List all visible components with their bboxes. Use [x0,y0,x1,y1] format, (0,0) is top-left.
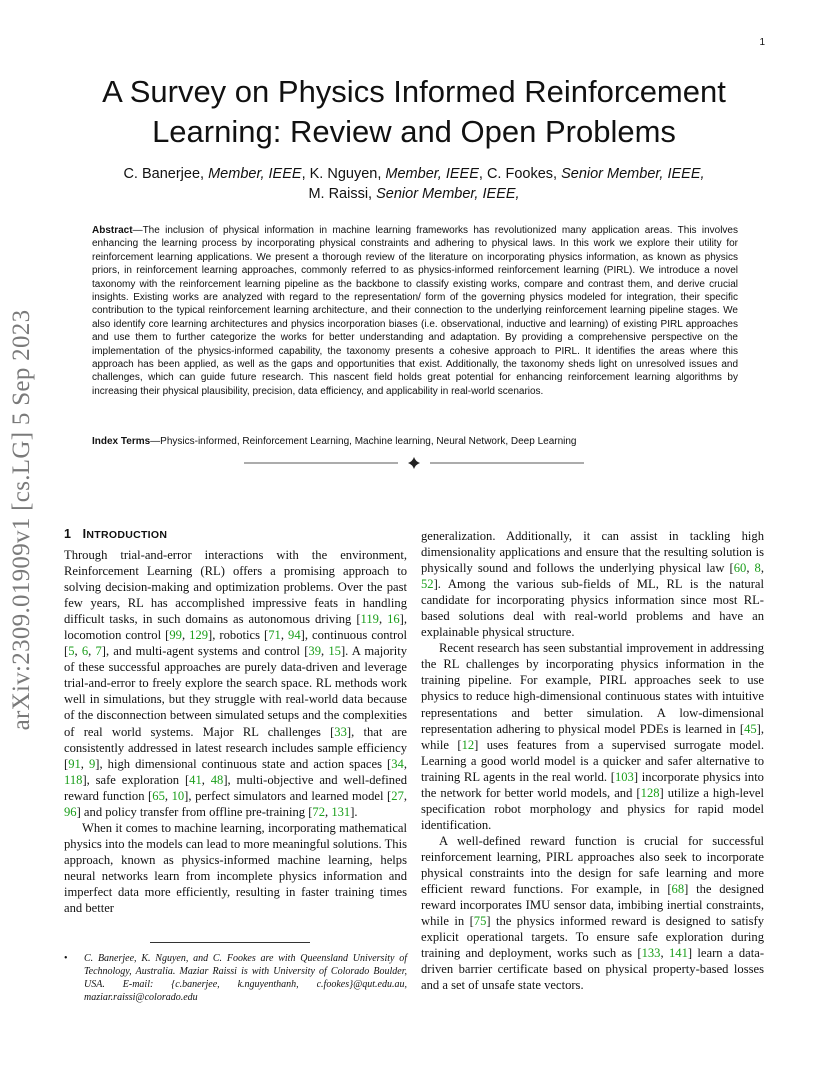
author-line-1 [60,164,768,184]
citation-link[interactable]: 141 [668,946,688,961]
citation-link[interactable]: 52 [421,577,434,592]
author-fookes: , C. Fookes, [478,166,562,182]
citation-link[interactable]: 34 [391,756,404,771]
citation-link[interactable]: 48 [210,772,224,787]
author-nguyen: , K. Nguyen, [301,166,386,182]
arxiv-stamp-text: arXiv:2309.01909v1 [cs.LG] 5 Sep 2023 [8,309,35,731]
citation-link[interactable]: 91 [68,756,81,771]
citation-link[interactable]: 133 [641,946,661,961]
citation-link[interactable]: 10 [171,788,185,803]
title-line-1: A Survey on Physics Informed Reinforcement [102,74,726,109]
citation-link[interactable]: 65 [152,788,165,803]
citation-link[interactable]: 12 [461,737,475,752]
paragraph: generalization. Additionally, it can assist in tackling high dimensionality applications and ensure that the resulting solution is physically sound and follows the underlying physical law [60, 8, 52]. Among the various sub-fields of ML, RL is the natural candidate for incorporating physics information since most RL-based solutions deal with real-world problems and have an explainable physical structure. [421,529,764,640]
author-role: Member, IEEE [385,166,479,182]
paragraph: Recent research has seen substantial improvement in addressing the RL challenges by incorporating physics information in the training pipeline. For example, PIRL approaches seek to use physics to reduce high-dimensional continuous states with intuitive representations and better simulation. A low-dimensional representation adhering to physical model PDEs is learned in [45], while [12] uses features from a supervised surrogate model. Learning a good world model is a quicker and safer alternative to training RL agents in the real world. [103] incorporate physics into the network for better world models, and [128] utilize a high-level specification robot morphology and physics for rapid model identification. [421,641,764,832]
citation-link[interactable]: 119 [360,612,379,627]
page-number: 1 [759,37,765,48]
citation-link[interactable]: 94 [288,628,301,643]
section-heading-introduction [64,527,167,541]
footnote [64,952,407,1004]
author-list [60,164,768,204]
citation-link[interactable]: 128 [640,785,660,800]
citation-link[interactable]: 68 [671,882,685,897]
citation-link[interactable]: 27 [391,788,404,803]
section-title-rest: NTRODUCTION [86,529,168,541]
footnote-text: C. Banerjee, K. Nguyen, and C. Fookes are with Queensland University of Technology, Australia. Maziar Raissi is with University of Colorado Boulder, USA. E-mail: {c.banerjee, k.nguyenthanh, c.fookes}@qut.edu.au, maziar.raissi@colorado.edu [84,953,407,1003]
citation-link[interactable]: 131 [331,804,351,819]
paragraph: A well-defined reward function is crucial for successful reinforcement learning, PIRL approaches also seek to incorporate physical constraints into the design for safe learning and more efficient reward functions. For example, in [68] the designed reward incorporates IMU sensor data, imbibing inertial constraints, while in [75] the physics informed reward is designed to satisfy explicit operational targets. To ensure safe exploration during training and deployment, works such as [133, 141] learn a data-driven barrier certificate based on physical property-based losses and a set of unsafe state vectors. [421,833,765,993]
citation-link[interactable]: 16 [387,612,400,627]
citation-link[interactable]: 39 [308,644,322,659]
abstract-text: —The inclusion of physical information in machine learning frameworks has revolutionized many application areas. This involves enhancing the learning process by incorporating physical constraints and adhering to physical laws. In this work we explore their utility for reinforcement learning applications. We present a thorough review of the literature on incorporating physics information, as known as physics priors, in reinforcement learning approaches, commonly referred to as physics-informed reinforcement learning (PIRL). We introduce a novel taxonomy with the reinforcement learning pipeline as the backbone to classify existing works, compare and contrast them, and derive crucial insights. Existing works are analyzed with regard to the representation/ form of the governing physics modeled for integration, their specific contribution to the typical reinforcement learning architecture, and their connection to the underlying reinforcement learning pipeline stages. We also identify core learning architectures and physics incorporation biases (i.e. observational, inductive and learning) of existing PIRL approaches and use them to further categorize the works for better understanding and adaptation. By providing a comprehensive perspective on the implementation of the physics-informed capability, the taxonomy presents a cohesive approach to PIRL. It identifies the areas where this approach has been applied, as well as the gaps and opportunities that exist. Additionally, the taxonomy sheds light on unresolved issues and challenges, which can guide future research. This nascent field holds great potential for enhancing reinforcement learning algorithms by increasing their physical plausibility, precision, data efficiency, and applicability in real-world scenarios. [92,225,738,397]
author-line-2 [60,184,768,204]
author-role: Senior Member, IEEE, [376,186,520,202]
title-line-2: Learning: Review and Open Problems [152,114,676,149]
left-column [64,547,407,916]
abstract-label: Abstract [92,225,133,236]
divider-ornament-icon [408,457,420,469]
citation-link[interactable]: 8 [754,561,761,576]
author-banerjee: C. Banerjee, [123,166,209,182]
paragraph: When it comes to machine learning, incorporating mathematical physics into the models can lead to more meaningful solutions. This approach, known as physics-informed machine learning, helps neural networks learn from incomplete physics information and imperfect data more efficiently, resulting in faster training times and better [64,820,407,916]
footnote-bullet: • [64,953,68,964]
citation-link[interactable]: 7 [95,644,102,659]
index-terms-text: —Physics-informed, Reinforcement Learning, Machine learning, Neural Network, Deep Learning [150,436,577,447]
citation-link[interactable]: 9 [88,756,96,771]
citation-link[interactable]: 6 [81,644,89,659]
citation-link[interactable]: 60 [733,561,747,576]
citation-link[interactable]: 99 [169,628,182,643]
citation-link[interactable]: 71 [268,628,281,643]
citation-link[interactable]: 96 [64,804,77,819]
author-raissi: M. Raissi, [308,186,377,202]
section-number: 1 [64,527,72,541]
citation-link[interactable]: 45 [744,721,757,736]
author-role: Senior Member, IEEE, [561,166,705,182]
section-initial: I [82,527,87,541]
citation-link[interactable]: 15 [328,644,341,659]
citation-link[interactable]: 41 [189,772,202,787]
citation-link[interactable]: 118 [64,772,83,787]
index-terms-label: Index Terms [92,436,151,447]
citation-link[interactable]: 75 [473,914,487,929]
footnote-rule [150,942,310,943]
citation-link[interactable]: 72 [312,804,326,819]
index-terms [92,435,738,448]
section-divider [244,456,584,470]
citation-link[interactable]: 33 [334,724,347,739]
paragraph: Through trial-and-error interactions with the environment, Reinforcement Learning (RL) offers a promising approach to solving decision-making and optimization problems. Over the past few years, RL has accomplished impressive feats in handling difficult tasks, in such domains as autonomous driving [119, 16], locomotion control [99, 129], robotics [71, 94], continuous control [5, 6, 7], and multi-agent systems and control [39, 15]. A majority of these successful approaches are purely data-driven and leverage trial-and-error to freely explore the search space. RL methods work well in simulations, but they struggle with real-world data because of the disconnection between simulated setups and the complexities of real world systems. Major RL challenges [33], that are consistently addressed in latest research includes sample efficiency [91, 9], high dimensional continuous state and action spaces [34, 118], safe exploration [41, 48], multi-objective and well-defined reward function [65, 10], perfect simulators and learned model [27, 96] and policy transfer from offline pre-training [72, 131]. [64,548,408,819]
right-column [421,528,764,993]
citation-link[interactable]: 5 [68,644,75,659]
abstract [92,224,738,398]
paper-title [60,72,768,152]
citation-link[interactable]: 129 [189,628,209,643]
citation-link[interactable]: 103 [614,769,634,784]
author-role: Member, IEEE [208,166,302,182]
